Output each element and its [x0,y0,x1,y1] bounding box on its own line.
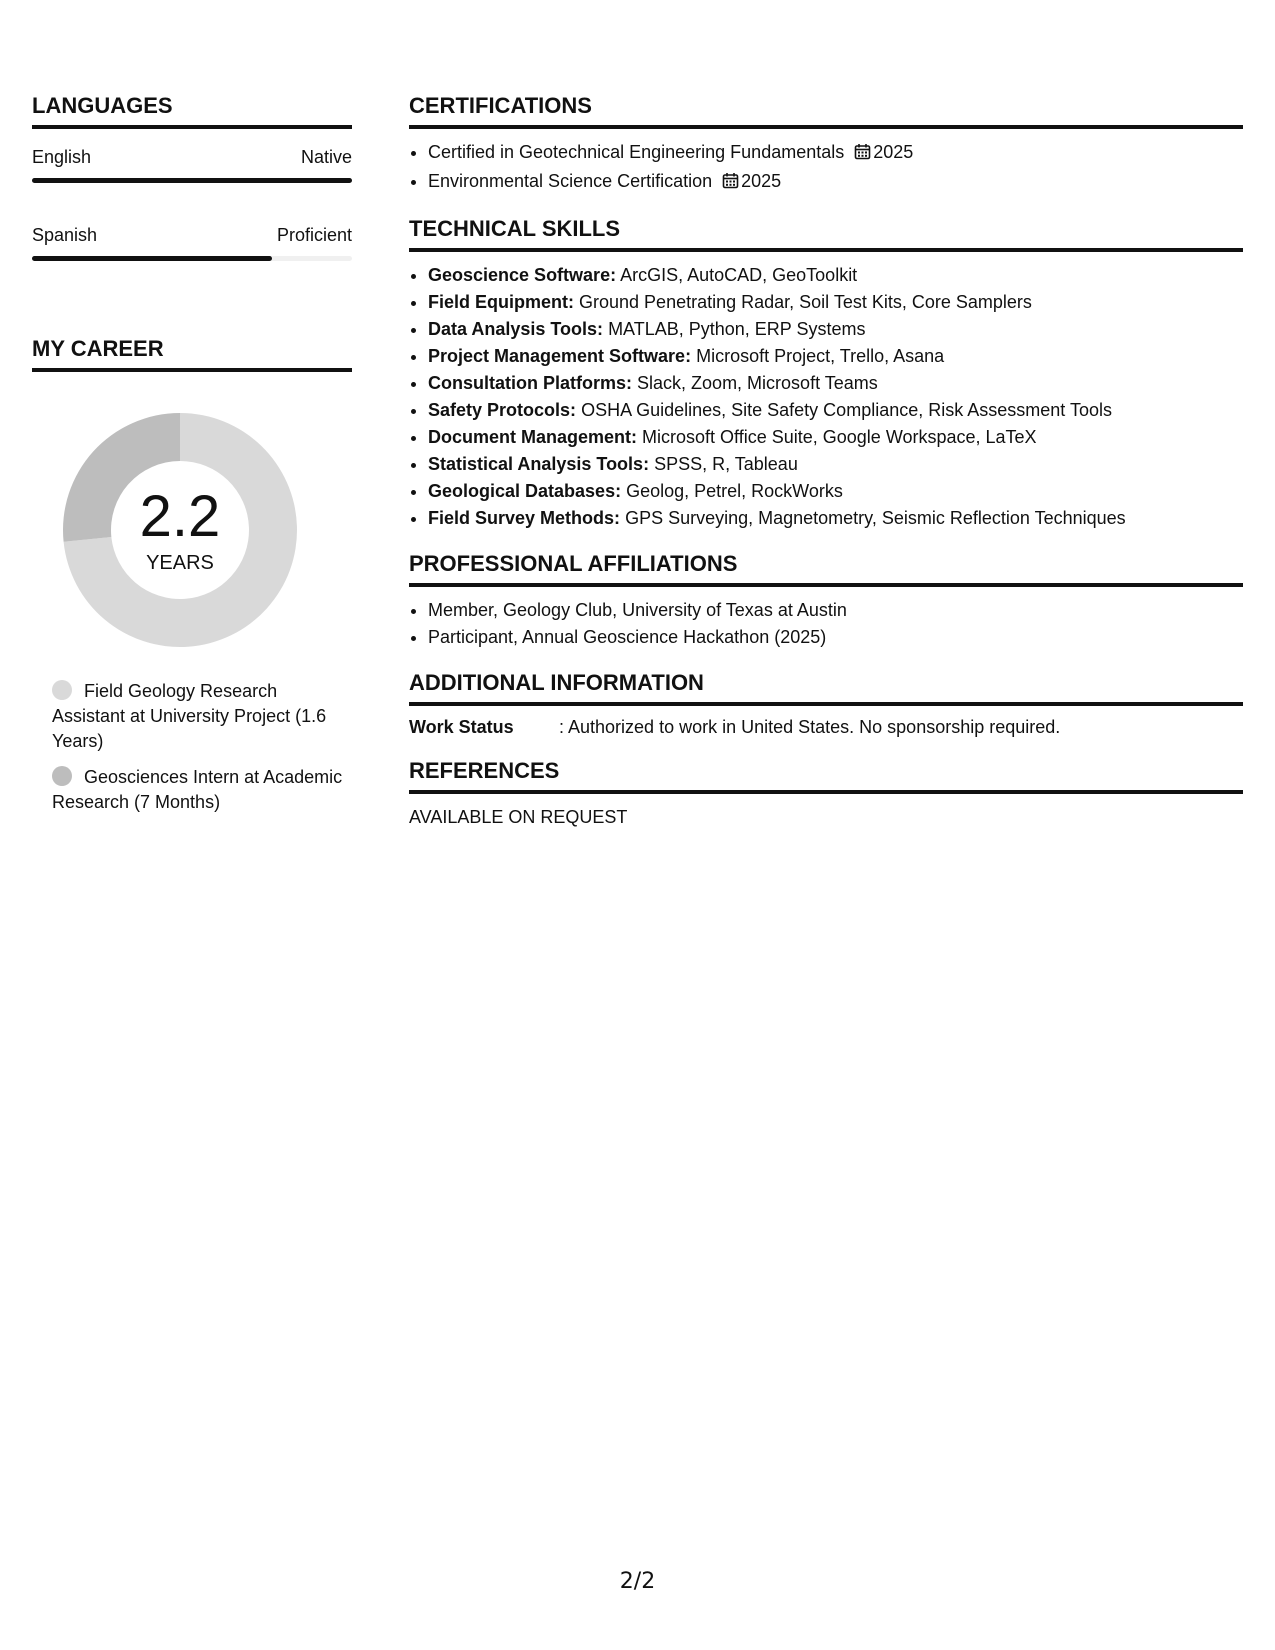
skill-label: Field Equipment: [428,292,574,312]
career-donut-chart [55,405,305,655]
legend-label: Field Geology Research Assistant at University Project (1.6 Years) [52,681,327,751]
legend-label: Geosciences Intern at Academic Research (7 Months) [52,767,343,812]
career-section [32,335,352,815]
certification-year: 2025 [873,142,914,162]
language-proficiency-bar [32,178,352,183]
list-item [428,370,1243,397]
career-legend [52,679,352,815]
references-section [409,757,1243,829]
certifications-section [409,92,1243,197]
affiliations-title: PROFESSIONAL AFFILIATIONS [409,550,1243,587]
legend-dot [52,680,72,700]
technical-skills-title: TECHNICAL SKILLS [409,215,1243,252]
technical-skills-section [409,215,1243,532]
list-item [428,343,1243,370]
calendar-icon [722,170,739,197]
skill-label: Document Management: [428,427,638,447]
list-item [428,262,1243,289]
work-status-row [409,715,1243,739]
certifications-title: CERTIFICATIONS [409,92,1243,129]
certification-name: Certified in Geotechnical Engineering Fundamentals [428,142,845,162]
list-item: • Member, Geology Club, University of Texas at Austin [428,597,1243,624]
skill-value: GPS Surveying, Magnetometry, Seismic Reflection Techniques [625,508,1126,528]
list-item [428,478,1243,505]
skill-value: Microsoft Office Suite, Google Workspace, LaTeX [642,427,1037,447]
language-name: English [32,147,92,167]
skill-label: Safety Protocols: [428,400,577,420]
left-column [32,92,352,826]
skill-label: Consultation Platforms: [428,373,633,393]
skill-value: MATLAB, Python, ERP Systems [608,319,866,339]
calendar-icon [854,141,871,168]
skill-label: Geological Databases: [428,481,622,501]
additional-info-title: ADDITIONAL INFORMATION [409,669,1243,706]
skill-label: Data Analysis Tools: [428,319,604,339]
career-title: MY CAREER [32,335,352,372]
list-item [428,316,1243,343]
skill-value: Microsoft Project, Trello, Asana [696,346,945,366]
affiliations-section [409,550,1243,651]
career-total-unit: YEARS [146,552,214,574]
career-total-value: 2.2 [139,484,221,549]
list-item [428,397,1243,424]
references-title: REFERENCES [409,757,1243,794]
certification-name: Environmental Science Certification [428,171,713,191]
skill-label: Geoscience Software: [428,265,617,285]
legend-item [52,765,352,815]
language-item [32,223,352,261]
certification-year: 2025 [741,171,782,191]
skill-label: Statistical Analysis Tools: [428,454,650,474]
language-proficiency-fill [32,256,272,261]
list-item [428,289,1243,316]
language-proficiency-fill [32,178,352,183]
additional-info-section [409,669,1243,739]
skill-value: OSHA Guidelines, Site Safety Compliance, Risk Assessment Tools [581,400,1112,420]
language-name: Spanish [32,225,98,245]
list-item [428,168,1243,197]
languages-title: LANGUAGES [32,92,352,129]
list-item [428,505,1243,532]
language-level: Proficient [276,225,352,245]
skill-label: Project Management Software: [428,346,692,366]
right-column [409,92,1243,829]
references-text: AVAILABLE ON REQUEST [409,807,628,827]
list-item: • Participant, Annual Geoscience Hackathon (2025) [428,624,1243,651]
skill-value: Geolog, Petrel, RockWorks [626,481,843,501]
work-status-label: Work Status [409,717,514,737]
language-level: Native [300,147,352,167]
language-item [32,145,352,183]
skill-label: Field Survey Methods: [428,508,621,528]
legend-item [52,679,352,754]
skill-value: ArcGIS, AutoCAD, GeoToolkit [620,265,858,285]
language-proficiency-bar [32,256,352,261]
skill-value: Ground Penetrating Radar, Soil Test Kits, Core Samplers [579,292,1032,312]
list-item [428,451,1243,478]
legend-dot [52,766,72,786]
list-item [428,424,1243,451]
work-status-value: : Authorized to work in United States. No sponsorship required. [559,717,1061,737]
list-item [428,139,1243,168]
skill-value: SPSS, R, Tableau [654,454,798,474]
skill-value: Slack, Zoom, Microsoft Teams [637,373,878,393]
page-number: 2/2 [619,1569,656,1594]
